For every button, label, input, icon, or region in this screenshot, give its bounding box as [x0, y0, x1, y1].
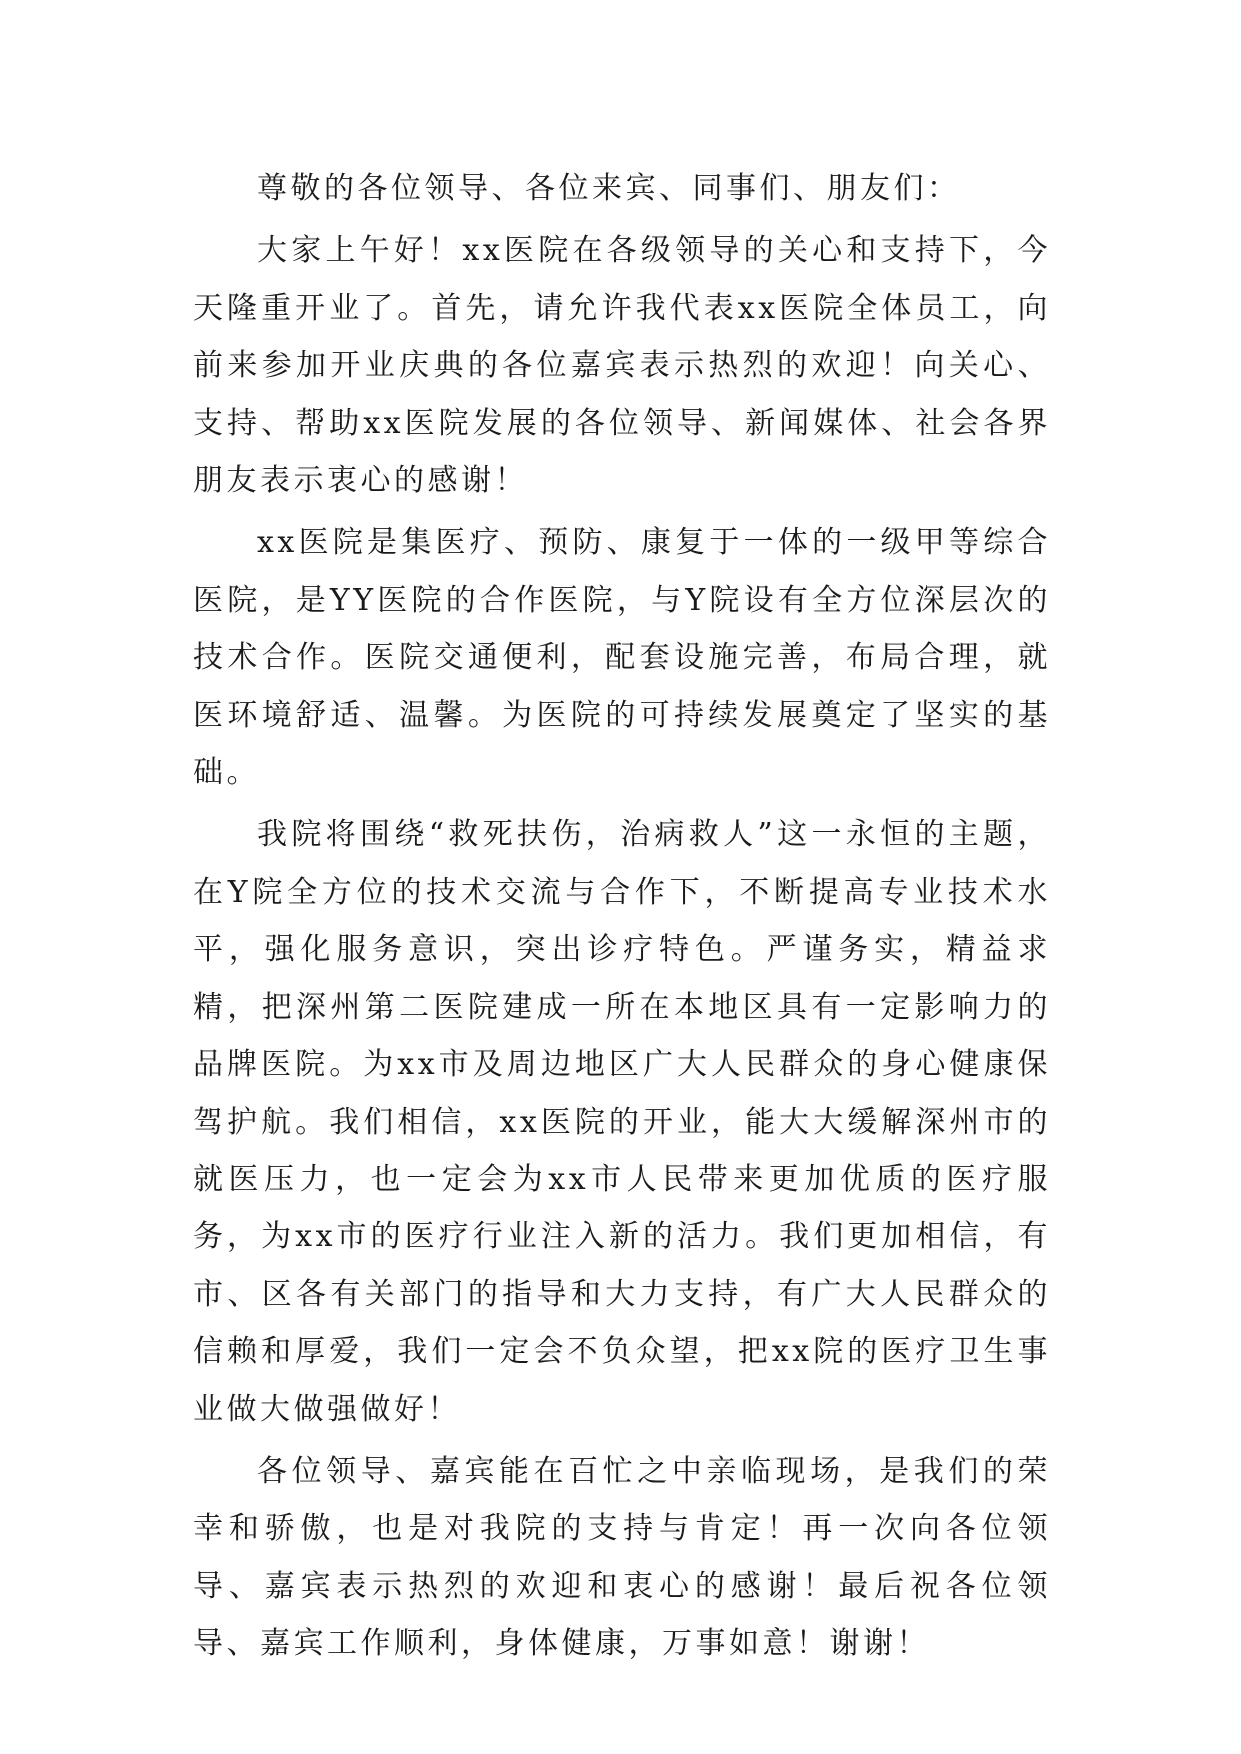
salutation-paragraph: 尊敬的各位领导、各位来宾、同事们、朋友们：: [257, 171, 961, 206]
speech-body: [193, 160, 1051, 1678]
closing-paragraph: 各位领导、嘉宾能在百忙之中亲临现场，是我们的荣幸和骄傲，也是对我院的支持与肯定！再一次向各位领导、嘉宾表示热烈的欢迎和衷心的感谢！最后祝各位领导、嘉宾工作顺利，身体健康，万事如意！谢谢！: [193, 1453, 1051, 1662]
opening-paragraph: 大家上午好！xx医院在各级领导的关心和支持下，今天隆重开业了。首先，请允许我代表xx医院全体员工，向前来参加开业庆典的各位嘉宾表示热烈的欢迎！向关心、支持、帮助xx医院发展的各位领导、新闻媒体、社会各界朋友表示衷心的感谢！: [193, 233, 1051, 499]
mission-paragraph: 我院将围绕“救死扶伤，治病救人”这一永恒的主题，在Y院全方位的技术交流与合作下，不断提高专业技术水平，强化服务意识，突出诊疗特色。严谨务实，精益求精，把深州第二医院建成一所在本地区具有一定影响力的品牌医院。为xx市及周边地区广大人民群众的身心健康保驾护航。我们相信，xx医院的开业，能大大缓解深州市的就医压力，也一定会为xx市人民带来更加优质的医疗服务，为xx市的医疗行业注入新的活力。我们更加相信，有市、区各有关部门的指导和大力支持，有广大人民群众的信赖和厚爱，我们一定会不负众望，把xx院的医疗卫生事业做大做强做好！: [193, 817, 1051, 1427]
hospital-intro-paragraph: xx医院是集医疗、预防、康复于一体的一级甲等综合医院，是YY医院的合作医院，与Y院设有全方位深层次的技术合作。医院交通便利，配套设施完善，布局合理，就医环境舒适、温馨。为医院的可持续发展奠定了坚实的基础。: [193, 525, 1051, 791]
